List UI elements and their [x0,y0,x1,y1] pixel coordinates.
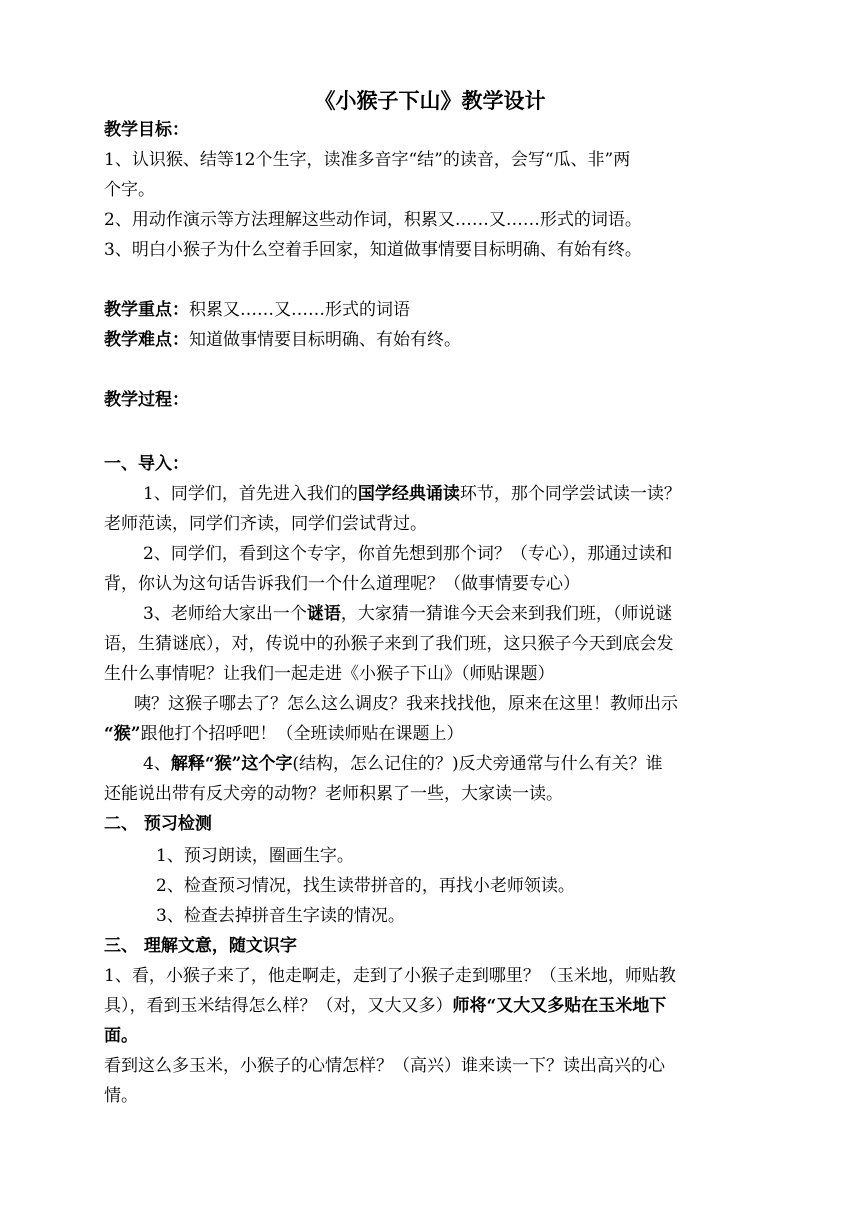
section-3-paragraph-2-line-2: 情。 [104,1086,138,1106]
section-2-item-3: 3、检查去掉拼音生字读的情况。 [156,906,405,926]
goal-2: 2、用动作演示等方法理解这些动作词，积累又……又……形式的词语。 [104,210,642,230]
goal-3: 3、明白小猴子为什么空着手回家，知道做事情要目标明确、有始有终。 [104,240,642,260]
text-span: (结构，怎么记住的？)反犬旁通常与什么有关？谁 [292,754,663,774]
section-1-paragraph-5-line-2: 还能说出带有反犬旁的动物？老师积累了一些，大家读一读。 [104,784,563,804]
text-span: 跟他打个招呼吧！（全班读师贴在课题上） [140,724,464,744]
goals-heading: 教学目标： [104,120,189,140]
text-span: 环节，那个同学尝试读一读？ [459,484,681,504]
bold-span: 谜语 [306,604,341,624]
section-1-paragraph-1-line-2: 老师范读，同学们齐读，同学们尝试背过。 [104,514,427,534]
section-3-paragraph-1-line-3: 面。 [104,1026,138,1046]
section-2-item-1: 1、预习朗读，圈画生字。 [156,846,354,866]
section-1-paragraph-2: 2、同学们，看到这个专字，你首先想到那个词？（专心），那通过读和 [143,544,673,564]
bold-span: 国学经典诵读 [357,484,460,504]
text-span: 1、同学们，首先进入我们的 [143,484,358,504]
goal-1-line-2: 个字。 [104,180,155,200]
difficulty-text: 知道做事情要目标明确、有始有终。 [189,330,461,350]
section-3-paragraph-1: 1、看，小猴子来了，他走啊走，走到了小猴子走到哪里？（玉米地，师贴教 [104,966,676,986]
bold-span: “猴” [104,724,141,744]
section-2-item-2: 2、检查预习情况，找生读带拼音的，再找小老师领读。 [156,876,575,896]
section-3-paragraph-1-line-2 [104,994,666,1018]
section-1-paragraph-4: 咦？这猴子哪去了？怎么这么调皮？我来找找他，原来在这里！教师出示 [134,694,678,714]
difficulty-label: 教学难点： [104,330,189,350]
difficulty-point [104,328,461,352]
text-span: 具），看到玉米结得怎么样？（对，又大又多） [104,996,453,1016]
goal-1-line-1: 1、认识猴、结等12个生字，读准多音字“结”的读音，会写“瓜、非”两 [104,150,631,170]
section-1-paragraph-5 [143,752,663,776]
section-1-heading: 一、导入： [104,454,189,474]
text-span: 4、 [143,754,171,774]
section-3-heading: 三、 理解文意，随文识字 [104,936,297,956]
key-point-label: 教学重点： [104,300,189,320]
section-1-paragraph-1 [143,482,681,506]
text-span: ，大家猜一猜谁今天会来到我们班，（师说谜 [340,604,673,624]
key-point-text: 积累又……又……形式的词语 [189,300,410,320]
text-span: 3、老师给大家出一个 [143,604,307,624]
section-1-paragraph-4-line-2 [104,722,464,746]
key-point [104,298,410,322]
section-3-paragraph-2: 看到这么多玉米，小猴子的心情怎样？（高兴）谁来读一下？读出高兴的心 [104,1056,665,1076]
section-1-paragraph-3-line-2: 语，生猜谜底），对，传说中的孙猴子来到了我们班，这只猴子今天到底会发 [104,634,674,654]
section-1-paragraph-3-line-3: 生什么事情呢？让我们一起走进《小猴子下山》（师贴课题） [104,664,555,684]
bold-span: 师将“又大又多贴在玉米地下 [452,996,667,1016]
section-2-heading: 二、 预习检测 [104,814,212,834]
section-1-paragraph-3 [143,602,672,626]
process-heading: 教学过程： [104,390,189,410]
bold-span: 解释“猴”这个字 [170,754,293,774]
document-title: 《小猴子下山》教学设计 [314,88,546,113]
section-1-paragraph-2-line-2: 背，你认为这句话告诉我们一个什么道理呢？（做事情要专心） [104,574,580,594]
